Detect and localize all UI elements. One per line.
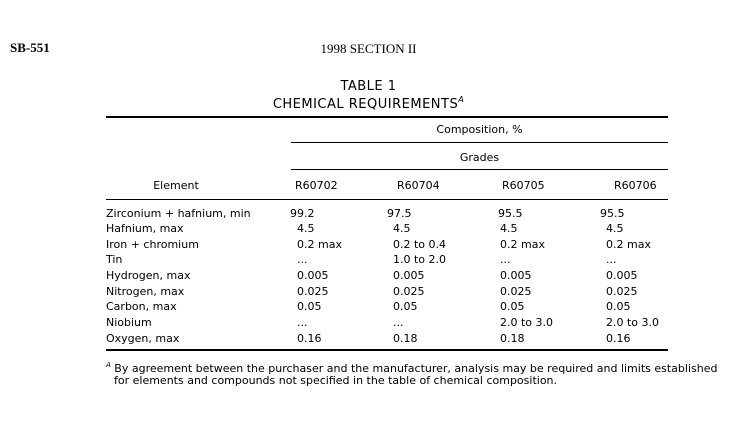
value-cell: 2.0 to 3.0: [606, 316, 660, 329]
grade-header-r60702: R60702: [295, 179, 338, 192]
value-cell: 0.2 to 0.4: [393, 238, 447, 251]
element-cell: Carbon, max: [106, 300, 177, 313]
value-cell: 0.005: [606, 269, 638, 282]
element-header: Element: [153, 179, 199, 192]
value-cell: 4.5: [606, 222, 624, 235]
section-header: 1998 SECTION II: [320, 41, 417, 56]
value-cell: 0.2 max: [297, 238, 342, 251]
table-top-rule: [106, 116, 668, 118]
table-subtitle: [0, 95, 737, 112]
document-id: SB-551: [10, 40, 50, 55]
value-cell: 0.18: [393, 332, 418, 345]
table-subtitle-text: CHEMICAL REQUIREMENTS: [272, 97, 459, 112]
value-cell: 0.05: [500, 300, 525, 313]
element-cell: Zirconium + hafnium, min: [106, 207, 251, 220]
value-cell: 95.5: [498, 207, 523, 220]
footnote-mark: A: [106, 361, 111, 369]
header-bottom-rule: [106, 199, 668, 200]
value-cell: 0.2 max: [500, 238, 545, 251]
value-cell: 0.18: [500, 332, 525, 345]
value-cell: 0.16: [297, 332, 322, 345]
value-cell: 0.05: [393, 300, 418, 313]
value-cell: 4.5: [500, 222, 518, 235]
value-cell: 0.025: [500, 285, 532, 298]
table-bottom-rule: [106, 349, 668, 351]
element-cell: Hydrogen, max: [106, 269, 191, 282]
footnote-line-2: for elements and compounds not specified in the table of chemical composition.: [114, 374, 558, 387]
value-cell: 0.025: [297, 285, 329, 298]
element-cell: Tin: [106, 253, 123, 266]
element-cell: Nitrogen, max: [106, 285, 185, 298]
value-cell: ...: [500, 253, 511, 266]
value-cell: ...: [393, 316, 404, 329]
table-title: TABLE 1: [340, 79, 397, 94]
value-cell: 0.025: [606, 285, 638, 298]
value-cell: ...: [297, 253, 308, 266]
value-cell: 99.2: [290, 207, 315, 220]
element-cell: Niobium: [106, 316, 152, 329]
grade-header-r60705: R60705: [502, 179, 545, 192]
value-cell: 0.025: [393, 285, 425, 298]
composition-rule: [291, 142, 668, 143]
value-cell: 0.005: [297, 269, 329, 282]
grade-header-r60704: R60704: [397, 179, 440, 192]
value-cell: 95.5: [600, 207, 625, 220]
element-cell: Hafnium, max: [106, 222, 184, 235]
grades-rule: [291, 169, 668, 170]
value-cell: 2.0 to 3.0: [500, 316, 554, 329]
value-cell: 0.05: [297, 300, 322, 313]
footnote-mark: A: [458, 95, 465, 104]
element-cell: Iron + chromium: [106, 238, 199, 251]
value-cell: 97.5: [387, 207, 412, 220]
value-cell: ...: [297, 316, 308, 329]
composition-header: Composition, %: [436, 123, 523, 136]
footnote-text: By agreement between the purchaser and the manufacturer, analysis may be required and limits established: [114, 362, 718, 375]
value-cell: 0.2 max: [606, 238, 651, 251]
value-cell: 0.16: [606, 332, 631, 345]
grades-header: Grades: [459, 151, 500, 164]
value-cell: 4.5: [393, 222, 411, 235]
value-cell: 1.0 to 2.0: [393, 253, 447, 266]
grade-header-r60706: R60706: [614, 179, 657, 192]
value-cell: 0.005: [500, 269, 532, 282]
value-cell: 0.05: [606, 300, 631, 313]
element-cell: Oxygen, max: [106, 332, 180, 345]
value-cell: ...: [606, 253, 617, 266]
value-cell: 4.5: [297, 222, 315, 235]
value-cell: 0.005: [393, 269, 425, 282]
